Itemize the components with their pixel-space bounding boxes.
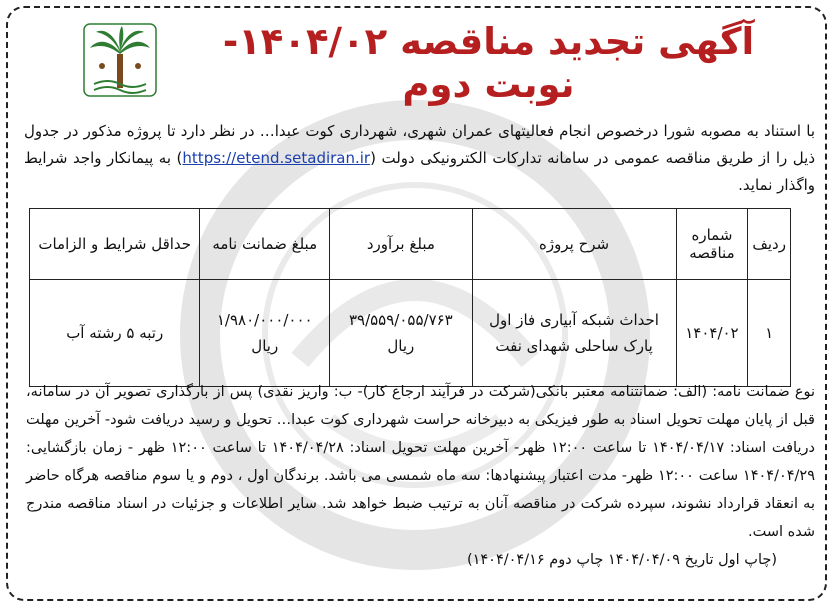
intro-text-part2: ) به پیمانکار واجد شرایط واگذار نماید. bbox=[24, 149, 815, 194]
cell-estimate bbox=[330, 280, 473, 387]
cell-row-number: ۱ bbox=[748, 280, 791, 387]
notes-body: نوع ضمانت نامه: (الف: ضمانتنامه معتبر بانکی(شرکت در فرآیند ارجاع کار)- ب: واریز نقدی) پس از بارگذاری تصویر آن در سامانه، قبل از پایان مهلت تحویل اسناد به طور فیزیکی به دبیرخانه حراست شهرداری کوت عبدا… تحویل و رسید دریافت شود- آخرین مهلت دریافت اسناد: ۱۴۰۴/۰۴/۱۷ تا ساعت ۱۲:۰۰ ظهر- آخرین مهلت تحویل اسناد: ۱۴۰۴/۰۴/۲۸ تا ساعت ۱۲:۰۰ ظهر - زمان بازگشایی: ۱۴۰۴/۰۴/۲۹ ساعت ۱۲:۰۰ ظهر- مدت اعتبار پیشنهادها: سه ماه شمسی می باشد. برندگان اول ، دوم و یا سوم مناقصه هرگاه حاضر به انعقاد قرارداد نشوند، سپرده شرکت در مناقصه آنان به ترتیب ضبط خواهد شد. سایر اطلاعات و جزئیات در اسناد مناقصه مندرج شده است. bbox=[26, 384, 815, 540]
estimate-unit: ریال bbox=[387, 337, 415, 355]
notes-section bbox=[26, 378, 815, 574]
municipality-logo-icon bbox=[80, 20, 160, 100]
project-line-1: احداث شبکه آبیاری فاز اول bbox=[489, 311, 659, 329]
header-row-number: ردیف bbox=[748, 209, 791, 280]
header-estimate: مبلغ برآورد bbox=[330, 209, 473, 280]
cell-project bbox=[472, 280, 676, 387]
header-project: شرح پروژه bbox=[472, 209, 676, 280]
table-header-row bbox=[30, 209, 791, 280]
cell-tender-number: ۱۴۰۴/۰۲ bbox=[676, 280, 748, 387]
header-requirements: حداقل شرایط و الزامات bbox=[30, 209, 200, 280]
header-tender-number: شماره مناقصه bbox=[676, 209, 748, 280]
cell-guarantee bbox=[200, 280, 330, 387]
guarantee-unit: ریال bbox=[251, 337, 279, 355]
cell-requirements: رتبه ۵ رشته آب bbox=[30, 280, 200, 387]
table-row bbox=[30, 280, 791, 387]
guarantee-amount: ۱/۹۸۰/۰۰۰/۰۰۰ bbox=[216, 311, 313, 329]
setadiran-link[interactable]: https://etend.setadiran.ir bbox=[182, 149, 371, 167]
print-dates: (چاپ اول تاریخ ۱۴۰۴/۰۴/۰۹ چاپ دوم ۱۴۰۴/۰۴/۱۶) bbox=[466, 552, 777, 568]
estimate-amount: ۳۹/۵۵۹/۰۵۵/۷۶۳ bbox=[348, 311, 453, 329]
header-guarantee: مبلغ ضمانت نامه bbox=[200, 209, 330, 280]
intro-text-part1: با استناد به مصوبه شورا درخصوص انجام فعالیتهای عمران شهری، شهرداری کوت عبدا… در نظر دارد تا پروژه مذکور در جدول ذیل را از طریق مناقصه عمومی در سامانه تدارکات الکترونیکی دولت ( bbox=[24, 122, 816, 167]
intro-paragraph bbox=[24, 118, 815, 199]
project-line-2: پارک ساحلی شهدای نفت bbox=[495, 337, 653, 355]
tender-table bbox=[29, 208, 791, 387]
notice-title: آگهی تجدید مناقصه ۱۴۰۴/۰۲- نوبت دوم bbox=[222, 20, 755, 106]
